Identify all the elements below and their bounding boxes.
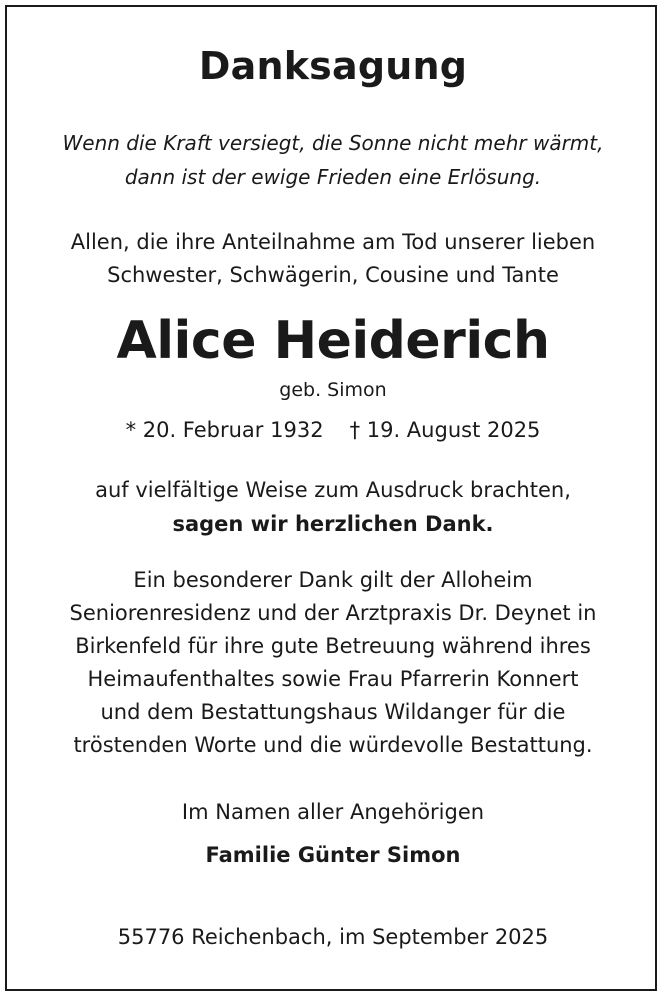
- quote-line-1: Wenn die Kraft versiegt, die Sonne nicht mehr wärmt,: [62, 131, 604, 155]
- special-thanks-line-2: Seniorenresidenz und der Arztpraxis Dr. Deynet in: [69, 601, 597, 625]
- special-thanks-line-6: tröstenden Worte und die würdevolle Bestattung.: [73, 733, 593, 757]
- notice-heading: Danksagung: [198, 44, 468, 88]
- family-signature: Familie Günter Simon: [205, 843, 461, 867]
- birth-date: * 20. Februar 1932: [125, 418, 324, 442]
- special-thanks-line-4: Heimaufenthaltes sowie Frau Pfarrerin Konnert: [87, 667, 579, 691]
- birth-name: geb. Simon: [279, 379, 387, 401]
- place-date: 55776 Reichenbach, im September 2025: [117, 925, 549, 949]
- intro-line-1: Allen, die ihre Anteilnahme am Tod unserer lieben: [70, 230, 596, 254]
- special-thanks-line-3: Birkenfeld für ihre gute Betreuung während ihres: [75, 634, 591, 658]
- special-thanks-line-5: und dem Bestattungshaus Wildanger für die: [100, 700, 566, 724]
- special-thanks-line-1: Ein besonderer Dank gilt der Alloheim: [133, 568, 533, 592]
- intro-line-2: Schwester, Schwägerin, Cousine und Tante: [107, 263, 559, 287]
- death-date: † 19. August 2025: [349, 418, 541, 442]
- thanks-line-1: auf vielfältige Weise zum Ausdruck brachten,: [95, 478, 571, 502]
- on-behalf-line: Im Namen aller Angehörigen: [181, 800, 485, 824]
- deceased-name: Alice Heiderich: [116, 311, 550, 371]
- thanks-line-2: sagen wir herzlichen Dank.: [172, 512, 494, 536]
- life-dates: [0, 418, 666, 442]
- quote-line-2: dann ist der ewige Frieden eine Erlösung.: [124, 165, 542, 189]
